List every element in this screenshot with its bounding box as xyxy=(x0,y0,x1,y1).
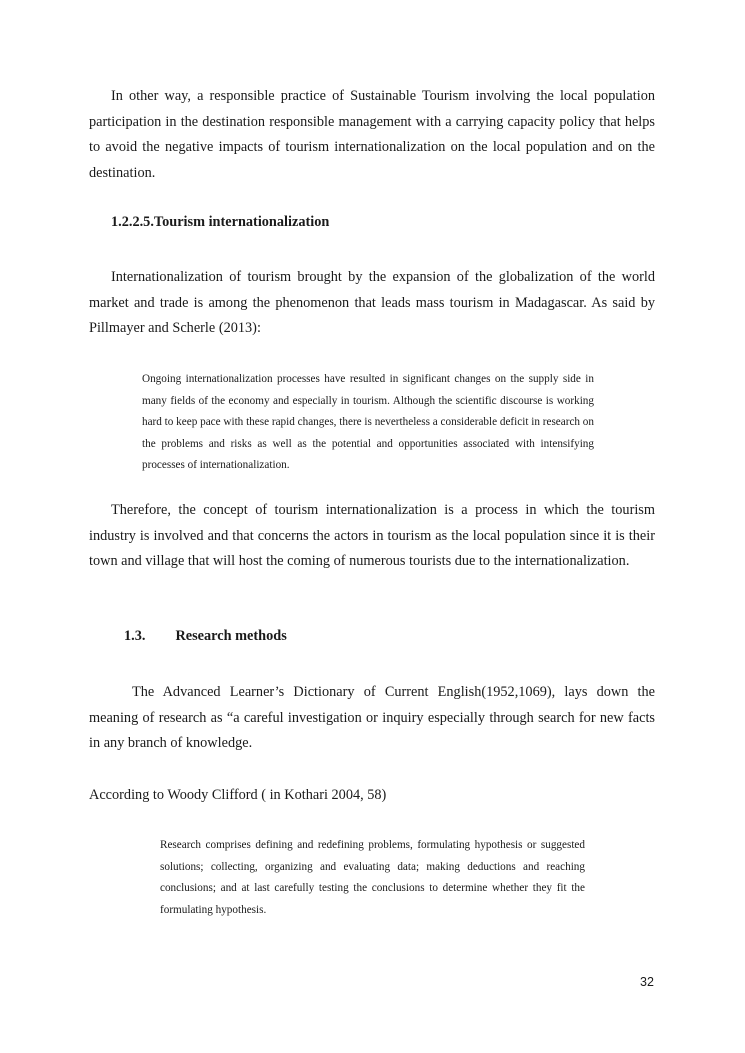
paragraph-sustainable-tourism: In other way, a responsible practice of Sustainable Tourism involving the local population participation in the destination responsible management with a carrying capacity policy that helps to avoid the negative impacts of tourism internationalization on the local population and on the destination. xyxy=(89,88,655,182)
section-number: 1.3. xyxy=(124,628,146,644)
paragraph-internationalization-concept: Therefore, the concept of tourism internationalization is a process in which the tourism industry is involved and that concerns the actors in tourism as the local population since it is their town and village that will host the coming of numerous tourists due to the internationalization. xyxy=(89,502,655,570)
section-heading-research-methods xyxy=(124,628,287,645)
paragraph-woody-clifford: According to Woody Clifford ( in Kothari 2004, 58) xyxy=(89,787,387,803)
block-quote-woody-clifford: Research comprises defining and redefining problems, formulating hypothesis or suggested solutions; collecting, organizing and evaluating data; making deductions and reaching conclusions; and at last carefully testing the conclusions to determine whether they fit the formulating hypothesis. xyxy=(160,839,585,916)
section-title: Research methods xyxy=(175,628,287,644)
page-number: 32 xyxy=(640,975,654,989)
paragraph-internationalization-intro: Internationalization of tourism brought by the expansion of the globalization of the world market and trade is among the phenomenon that leads mass tourism in Madagascar. As said by Pillmayer and Scherle (2013): xyxy=(89,269,655,337)
block-quote-pillmayer-scherle: Ongoing internationalization processes have resulted in significant changes on the supply side in many fields of the economy and especially in tourism. Although the scientific discourse is working hard to keep pace with these rapid changes, there is nevertheless a considerable deficit in research on the problems and risks as well as the potential and opportunities associated with intensifying processes of internationalization. xyxy=(142,373,594,472)
paragraph-research-definition: The Advanced Learner’s Dictionary of Current English(1952,1069), lays down the meaning of research as “a careful investigation or inquiry especially through search for new facts in any branch of knowledge. xyxy=(89,684,655,752)
section-heading-tourism-internationalization: 1.2.2.5.Tourism internationalization xyxy=(111,214,330,230)
